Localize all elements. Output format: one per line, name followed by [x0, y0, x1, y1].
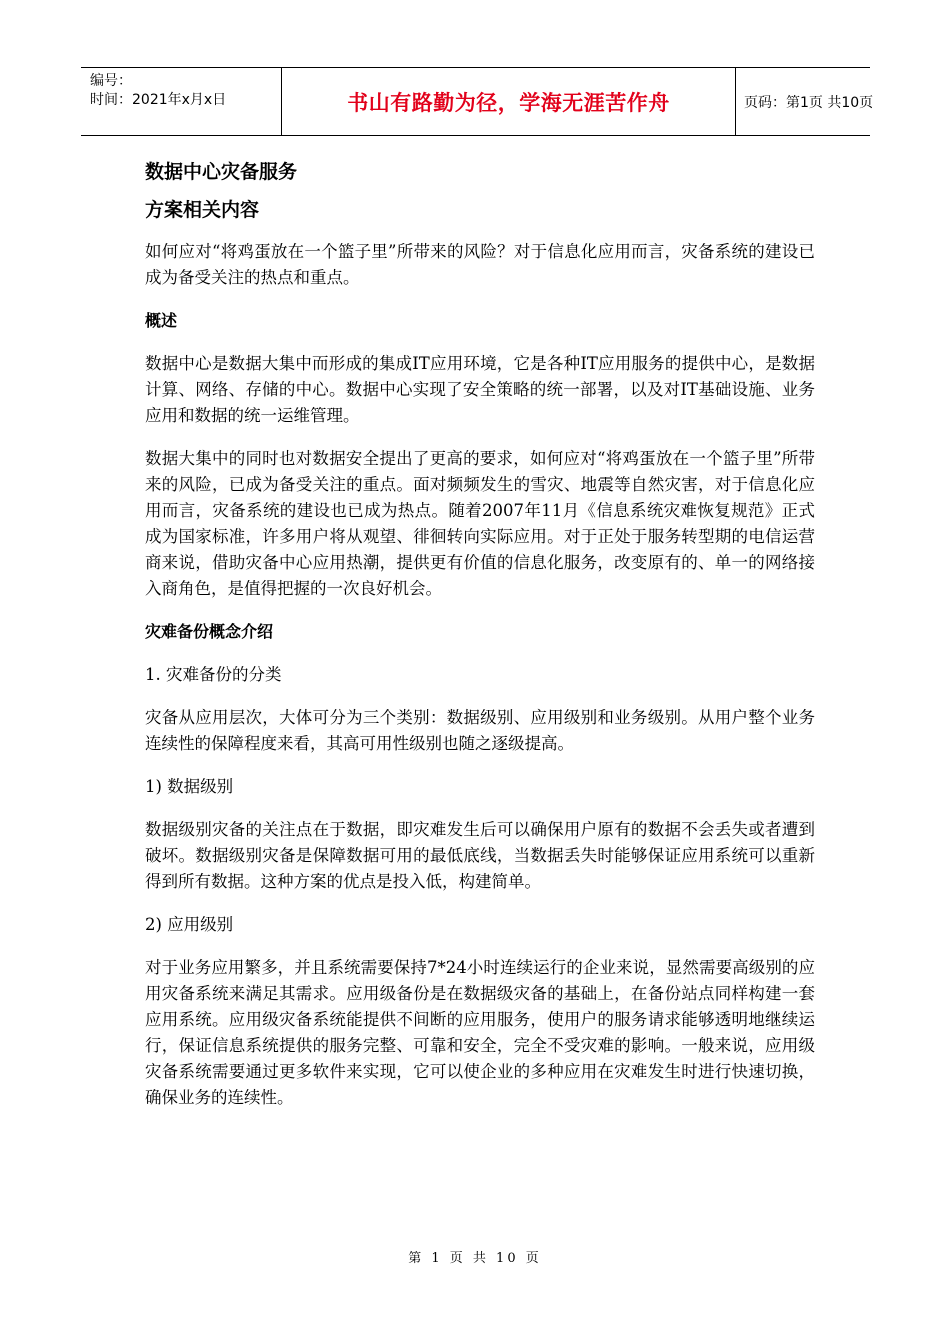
document-body	[145, 155, 815, 1128]
sub-item-app-level: 2) 应用级别	[145, 915, 234, 934]
overview-heading: 概述	[145, 311, 178, 330]
overview-paragraph-2: 数据大集中的同时也对数据安全提出了更高的要求，如何应对“将鸡蛋放在一个篮子里”所带来的风险，已成为备受关注的重点。面对频频发生的雪灾、地震等自然灾害，对于信息化应用而言，灾备系统的建设也已成为热点。随着2007年11月《信息系统灾难恢复规范》正式成为国家标准，许多用户将从观望、徘徊转向实际应用。对于正处于服务转型期的电信运营商来说，借助灾备中心应用热潮，提供更有价值的信息化服务，改变原有的、单一的网络接入商角色，是值得把握的一次良好机会。	[145, 449, 815, 598]
classification-paragraph: 灾备从应用层次，大体可分为三个类别：数据级别、应用级别和业务级别。从用户整个业务连续性的保障程度来看，其高可用性级别也随之逐级提高。	[145, 708, 815, 753]
header-page-cell	[736, 68, 874, 135]
concept-heading: 灾难备份概念介绍	[145, 622, 274, 641]
document-time-label: 时间：2021年x月x日	[90, 92, 227, 108]
header-motto-cell	[281, 68, 736, 135]
header-page-info: 页码：第1页 共10页	[744, 94, 874, 111]
data-level-paragraph: 数据级别灾备的关注点在于数据，即灾难发生后可以确保用户原有的数据不会丢失或者遭到破坏。数据级别灾备是保障数据可用的最低底线，当数据丢失时能够保证应用系统可以重新得到所有数据。这种方案的优点是投入低，构建简单。	[145, 820, 815, 891]
document-number-label: 编号：	[90, 73, 132, 89]
document-title: 数据中心灾备服务	[145, 161, 298, 183]
overview-paragraph-1: 数据中心是数据大集中而形成的集成IT应用环境，它是各种IT应用服务的提供中心，是数据计算、网络、存储的中心。数据中心实现了安全策略的统一部署，以及对IT基础设施、业务应用和数据的统一运维管理。	[145, 354, 815, 425]
page-footer: 第 1 页 共 10 页	[408, 1251, 542, 1266]
header-meta-cell	[81, 68, 281, 135]
app-level-paragraph: 对于业务应用繁多，并且系统需要保持7*24小时连续运行的企业来说，显然需要高级别的应用灾备系统来满足其需求。应用级备份是在数据级灾备的基础上，在备份站点同样构建一套应用系统。应用级灾备系统能提供不间断的应用服务，使用户的服务请求能够透明地继续运行，保证信息系统提供的服务完整、可靠和安全，完全不受灾难的影响。一般来说，应用级灾备系统需要通过更多软件来实现，它可以使企业的多种应用在灾难发生时进行快速切换，确保业务的连续性。	[145, 958, 815, 1107]
document-subtitle: 方案相关内容	[145, 199, 260, 221]
intro-paragraph: 如何应对“将鸡蛋放在一个篮子里”所带来的风险？对于信息化应用而言，灾备系统的建设已成为备受关注的热点和重点。	[145, 242, 815, 287]
list-item-classification: 1. 灾难备份的分类	[145, 665, 282, 684]
page-header	[81, 67, 874, 136]
sub-item-data-level: 1) 数据级别	[145, 777, 234, 796]
header-motto: 书山有路勤为径，学海无涯苦作舟	[347, 90, 670, 115]
